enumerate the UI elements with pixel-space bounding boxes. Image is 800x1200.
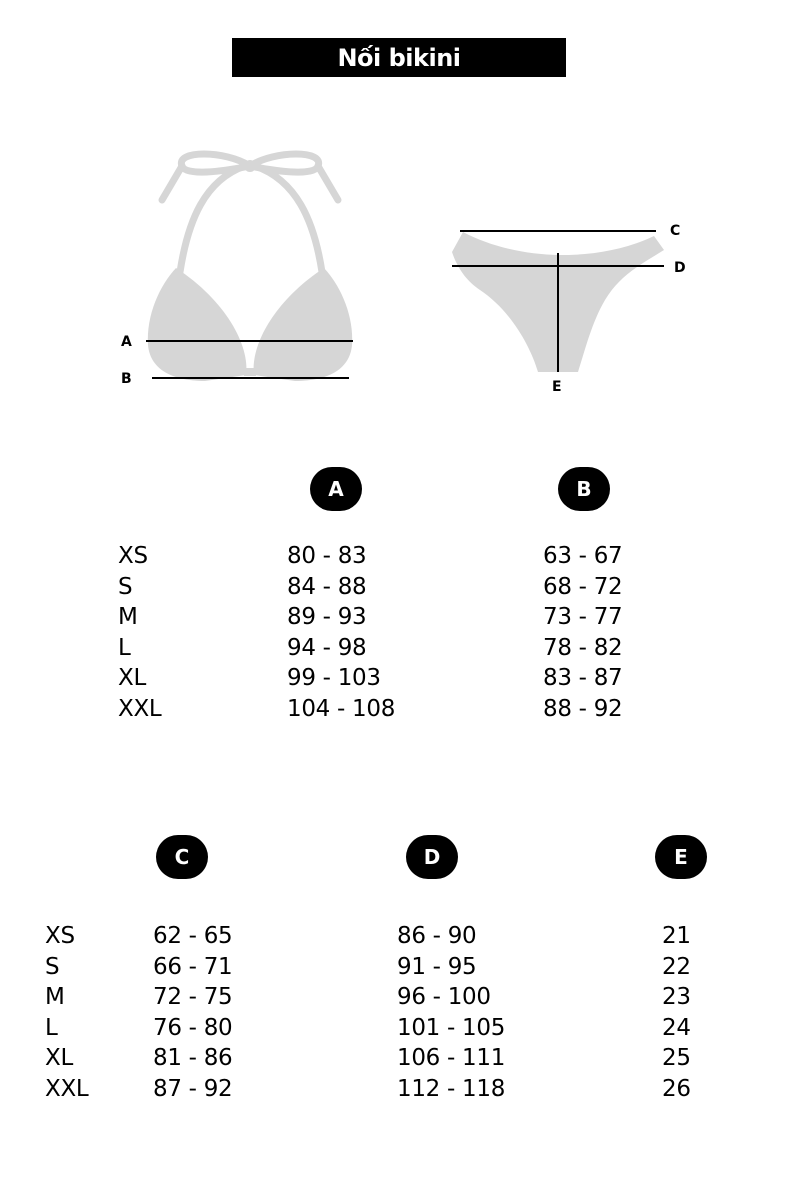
diagram-label-d: D xyxy=(674,260,686,276)
table-cell: 101 - 105 xyxy=(397,1014,506,1041)
size-label: L xyxy=(45,1014,58,1041)
header-badge-e: E xyxy=(655,835,707,879)
header-badge-b: B xyxy=(558,467,610,511)
measurement-column-e xyxy=(662,921,691,1105)
table-cell: 76 - 80 xyxy=(153,1014,233,1041)
table-cell: 84 - 88 xyxy=(287,573,367,600)
table-cell: 24 xyxy=(662,1014,691,1041)
table-cell: 80 - 83 xyxy=(287,543,367,569)
table-cell: 22 xyxy=(662,953,691,980)
size-label: M xyxy=(45,984,65,1011)
table-cell: 91 - 95 xyxy=(397,953,477,980)
table-cell: 26 xyxy=(662,1075,691,1102)
header-badge-d: D xyxy=(406,835,458,879)
diagram-label-c: C xyxy=(670,223,681,239)
measurement-column-b xyxy=(543,541,622,725)
size-label: XS xyxy=(118,543,148,569)
size-label: XL xyxy=(118,665,146,692)
diagram-label-a: A xyxy=(121,334,132,350)
size-label: XXL xyxy=(118,695,162,722)
size-label: S xyxy=(118,573,133,600)
table-cell: 86 - 90 xyxy=(397,923,477,949)
table-cell: 106 - 111 xyxy=(397,1045,506,1072)
bikini-diagram xyxy=(0,0,800,420)
bikini-top-illustration xyxy=(148,154,352,381)
size-label: XXL xyxy=(45,1075,89,1102)
size-label: L xyxy=(118,634,131,661)
size-label: XS xyxy=(45,923,75,949)
diagram-label-e: E xyxy=(552,379,562,395)
table-cell: 72 - 75 xyxy=(153,984,233,1011)
size-column xyxy=(45,921,88,1105)
table-cell: 94 - 98 xyxy=(287,634,367,661)
table-cell: 83 - 87 xyxy=(543,665,623,692)
table-cell: 104 - 108 xyxy=(287,695,396,722)
table-cell: 99 - 103 xyxy=(287,665,381,692)
table-cell: 81 - 86 xyxy=(153,1045,233,1072)
table-cell: 88 - 92 xyxy=(543,695,623,722)
table-cell: 66 - 71 xyxy=(153,953,233,980)
table-cell: 25 xyxy=(662,1045,691,1072)
table-cell: 73 - 77 xyxy=(543,604,623,631)
measurement-column-c xyxy=(153,921,232,1105)
size-label: M xyxy=(118,604,138,631)
table-cell: 78 - 82 xyxy=(543,634,623,661)
size-column xyxy=(118,541,161,725)
table-cell: 96 - 100 xyxy=(397,984,491,1011)
size-label: XL xyxy=(45,1045,73,1072)
header-badge-a: A xyxy=(310,467,362,511)
header-badge-c: C xyxy=(156,835,208,879)
measurement-column-d xyxy=(397,921,505,1105)
table-cell: 62 - 65 xyxy=(153,923,233,949)
page-title: Nối bikini xyxy=(232,38,566,77)
table-cell: 112 - 118 xyxy=(397,1075,506,1102)
table-cell: 68 - 72 xyxy=(543,573,623,600)
table-cell: 87 - 92 xyxy=(153,1075,233,1102)
size-label: S xyxy=(45,953,60,980)
measurement-column-a xyxy=(287,541,395,725)
table-cell: 21 xyxy=(662,923,691,949)
table-cell: 63 - 67 xyxy=(543,543,623,569)
diagram-label-b: B xyxy=(121,371,132,387)
table-cell: 23 xyxy=(662,984,691,1011)
table-cell: 89 - 93 xyxy=(287,604,367,631)
